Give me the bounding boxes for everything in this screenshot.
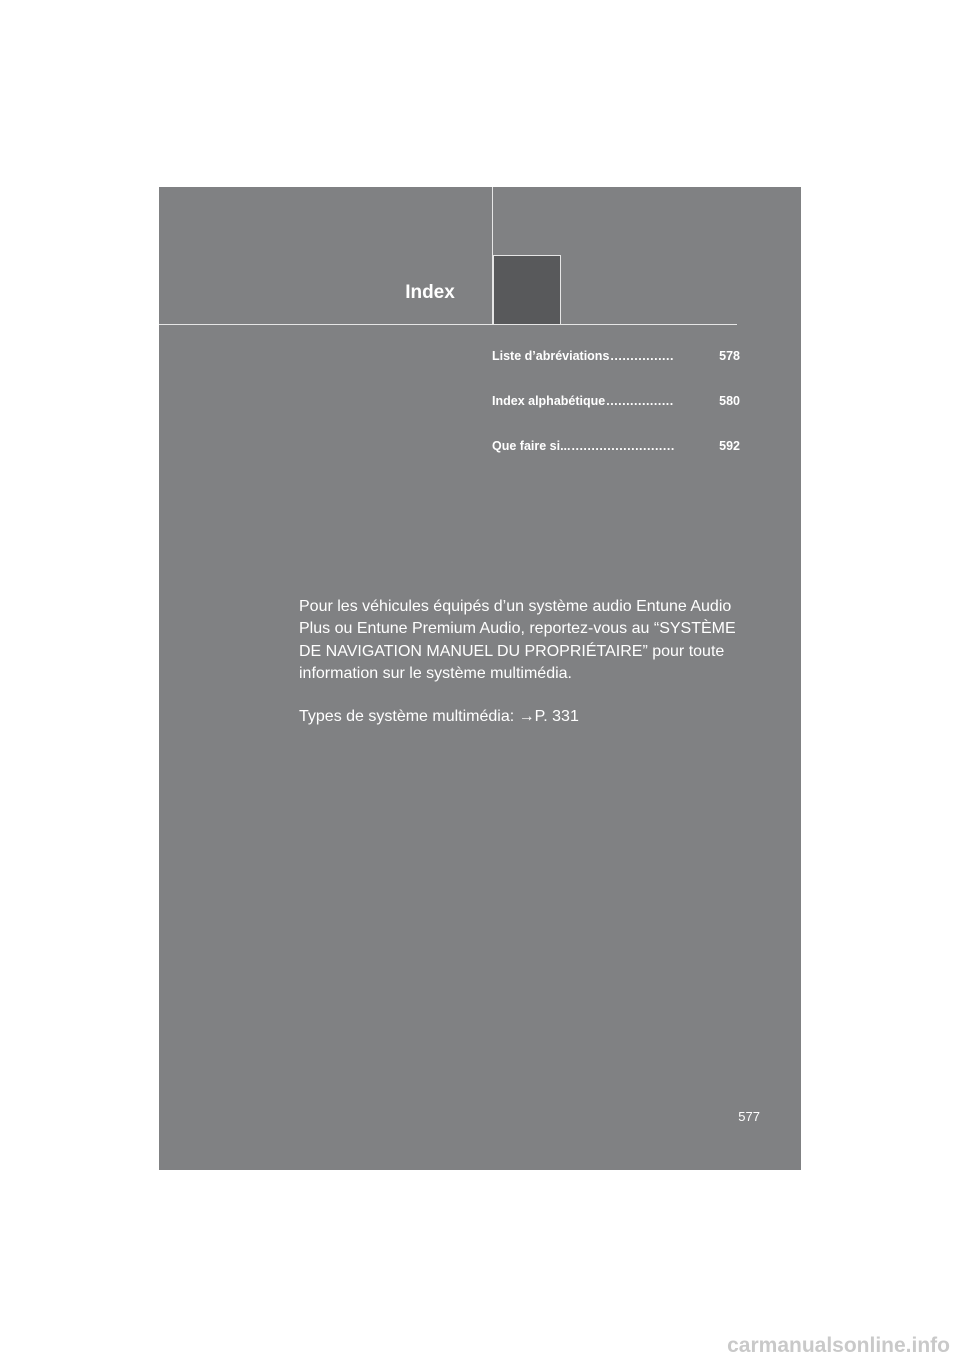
toc-item[interactable] <box>492 349 740 372</box>
info-paragraph-text: Pour les véhicules équipés d’un système audio Entune Audio Plus ou Entune Premium Audio, reportez-vous au “SYSTÈME DE NAVIGATION MANUEL DU PROPRIÉTAIRE” pour toute information sur le système multimédia. <box>299 598 736 682</box>
table-of-contents <box>492 349 740 484</box>
types-page-ref: P. 331 <box>534 708 579 725</box>
toc-item-label: Index alphabétique <box>492 394 606 408</box>
toc-item[interactable] <box>492 394 740 417</box>
info-paragraph <box>299 596 739 685</box>
toc-item-label: Liste d’abréviations <box>492 349 610 363</box>
page-title: Index <box>405 282 455 303</box>
horizontal-divider <box>159 324 737 325</box>
page-number: 577 <box>738 1109 760 1124</box>
toc-item-label: Que faire si... <box>492 439 571 453</box>
toc-item[interactable] <box>492 439 740 462</box>
toc-item-page: 592 <box>719 439 740 453</box>
toc-item-page: 578 <box>719 349 740 363</box>
multimedia-types-reference[interactable] <box>299 708 579 726</box>
watermark: carmanualsonline.info <box>727 1334 950 1357</box>
toc-leader-dots: ................. <box>606 394 674 408</box>
toc-leader-dots: ................ <box>610 349 674 363</box>
types-label: Types de système multimédia: <box>299 708 519 725</box>
toc-item-page: 580 <box>719 394 740 408</box>
arrow-right-icon: → <box>518 708 535 725</box>
toc-leader-dots: .......................... <box>571 439 675 453</box>
